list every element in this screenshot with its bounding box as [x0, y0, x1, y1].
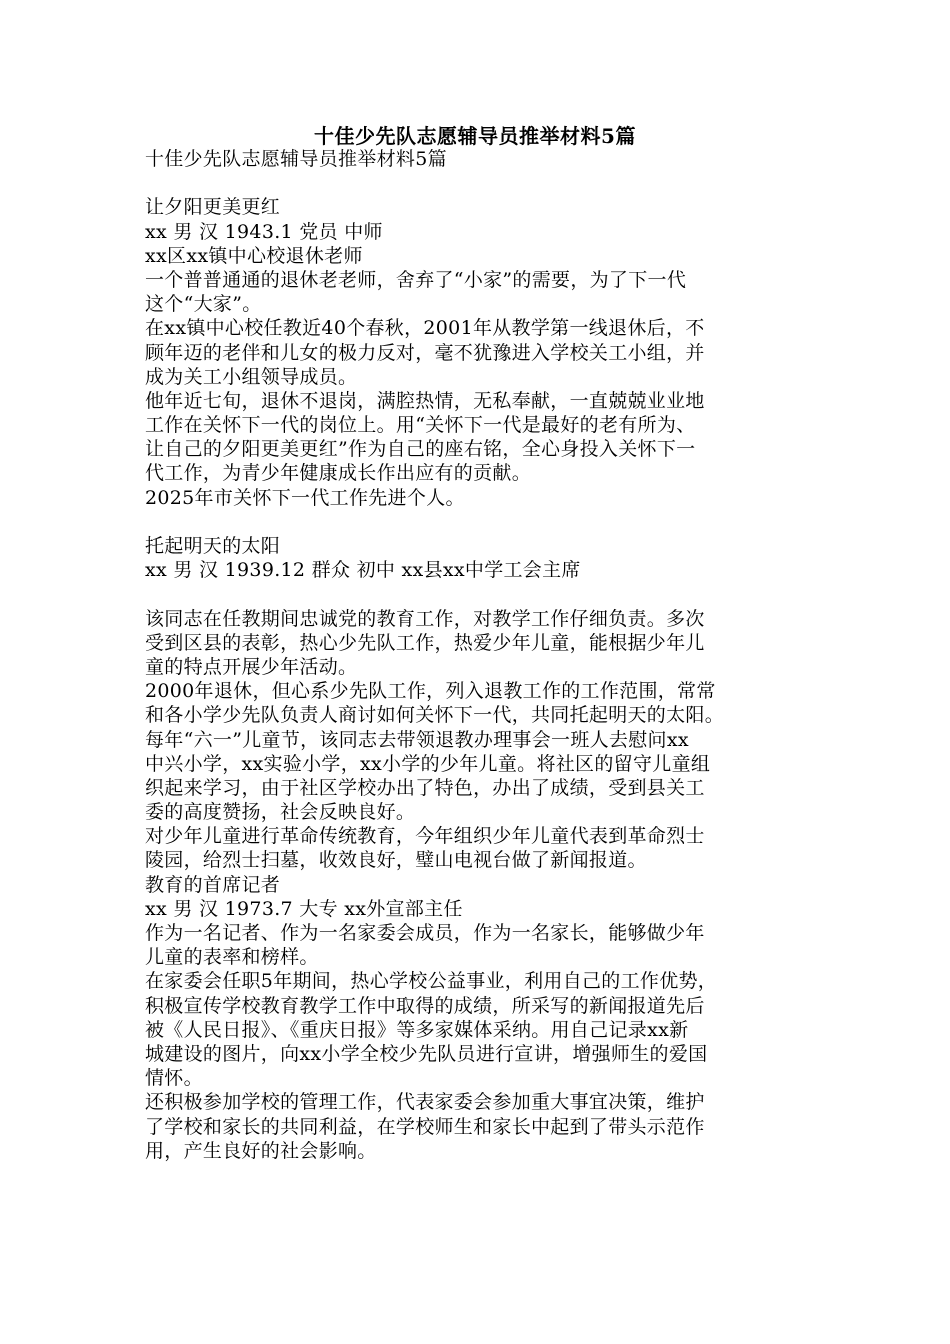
text-line: 在xx镇中心校任教近40个春秋，2001年从教学第一线退休后，不 — [145, 317, 705, 340]
text-line: 童的特点开展少年活动。 — [145, 655, 358, 678]
text-line: 代工作，为青少年健康成长作出应有的贡献。 — [145, 462, 532, 485]
text-line: 中兴小学，xx实验小学，xx小学的少年儿童。将社区的留守儿童组 — [145, 752, 711, 775]
blank-line — [145, 510, 813, 534]
text-line: 这个“大家”。 — [145, 293, 262, 316]
text-line: 被《人民日报》、《重庆日报》等多家媒体采纳。用自己记录xx新 — [145, 1018, 689, 1041]
text-line: 情怀。 — [145, 1067, 203, 1090]
blank-line — [145, 582, 813, 606]
text-line: 在家委会任职5年期间，热心学校公益事业，利用自己的工作优势， — [145, 970, 718, 993]
text-line: 作为一名记者、作为一名家委会成员，作为一名家长，能够做少年 — [145, 922, 705, 944]
document-body — [145, 147, 813, 1163]
text-line: 顾年迈的老伴和儿女的极力反对，毫不犹豫进入学校关工小组，并 — [145, 341, 705, 364]
text-line: 陵园，给烈士扫墓，收效良好，璧山电视台做了新闻报道。 — [145, 849, 647, 872]
text-line: 十佳少先队志愿辅导员推举材料5篇 — [145, 148, 447, 170]
text-line: xx 男 汉 1973.7 大专 xx外宣部主任 — [145, 897, 463, 920]
text-line: 每年“六一”儿童节，该同志去带领退教办理事会一班人去慰问xx — [145, 728, 689, 751]
text-line: 让自己的夕阳更美更红”作为自己的座右铭，全心身投入关怀下一 — [145, 438, 696, 461]
text-line: 积极宣传学校教育教学工作中取得的成绩，所采写的新闻报道先后 — [145, 994, 705, 1017]
text-line: 了学校和家长的共同利益，在学校师生和家长中起到了带头示范作 — [145, 1115, 705, 1138]
text-line: 一个普普通通的退休老老师，舍弃了“小家”的需要，为了下一代 — [145, 268, 687, 291]
text-line: 和各小学少先队负责人商讨如何关怀下一代，共同托起明天的太阳。 — [145, 704, 725, 727]
text-line: 2000年退休，但心系少先队工作，列入退教工作的工作范围，常常 — [145, 680, 716, 703]
text-line: 托起明天的太阳 — [145, 535, 281, 557]
text-line: 他年近七旬，退休不退岗，满腔热情，无私奉献，一直兢兢业业地 — [145, 389, 705, 412]
text-line: 对少年儿童进行革命传统教育，今年组织少年儿童代表到革命烈士 — [145, 825, 705, 848]
document-title: 十佳少先队志愿辅导员推举材料5篇 — [314, 124, 636, 148]
text-line: 工作在关怀下一代的岗位上。用“关怀下一代是最好的老有所为、 — [145, 414, 696, 437]
blank-line — [145, 171, 813, 195]
text-line: 教育的首席记者 — [145, 873, 281, 896]
text-line: 受到区县的表彰，热心少先队工作，热爱少年儿童，能根据少年儿 — [145, 631, 705, 654]
text-line: 织起来学习，由于社区学校办出了特色，办出了成绩，受到县关工 — [145, 776, 705, 799]
text-line: xx 男 汉 1939.12 群众 初中 xx县xx中学工会主席 — [145, 559, 581, 582]
text-line: 让夕阳更美更红 — [145, 196, 281, 219]
text-line: 成为关工小组领导成员。 — [145, 365, 358, 388]
text-line: 儿童的表率和榜样。 — [145, 946, 319, 969]
text-line: 还积极参加学校的管理工作，代表家委会参加重大事宜决策，维护 — [145, 1091, 705, 1114]
text-line: 城建设的图片，向xx小学全校少先队员进行宣讲，增强师生的爱国 — [145, 1042, 708, 1065]
text-line: 2025年市关怀下一代工作先进个人。 — [145, 486, 465, 509]
text-line: xx区xx镇中心校退休老师 — [145, 244, 363, 267]
text-line: 该同志在任教期间忠诚党的教育工作，对教学工作仔细负责。多次 — [145, 607, 705, 630]
text-line: xx 男 汉 1943.1 党员 中师 — [145, 220, 383, 243]
text-line: 委的高度赞扬，社会反映良好。 — [145, 801, 416, 824]
text-line: 用，产生良好的社会影响。 — [145, 1139, 377, 1162]
